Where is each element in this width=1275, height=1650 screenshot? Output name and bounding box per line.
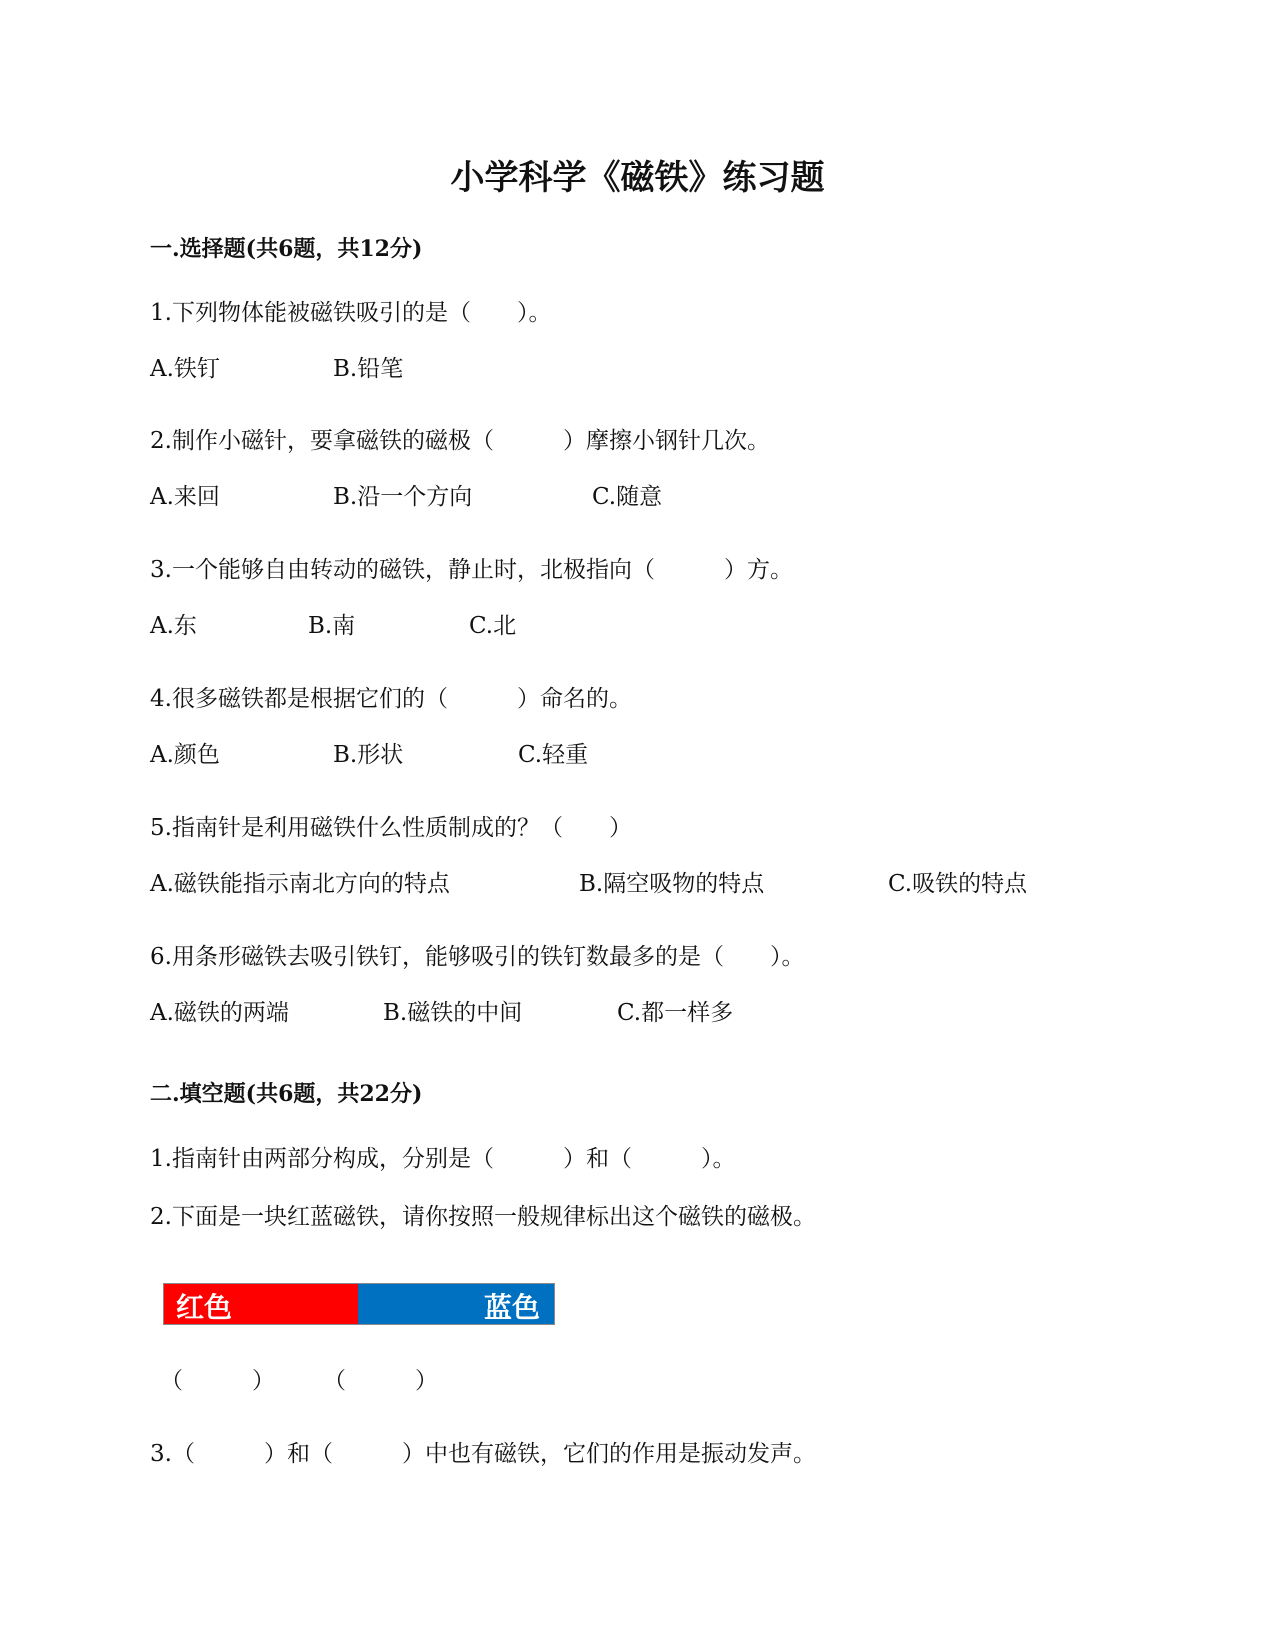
- fill-question-1: 1.指南针由两部分构成，分别是（ ）和（ ）。: [150, 1146, 736, 1172]
- option-1a: A.铁钉: [150, 356, 220, 382]
- fill-question-3: 3.（ ）和（ ）中也有磁铁，它们的作用是振动发声。: [150, 1441, 816, 1467]
- option-5c: C.吸铁的特点: [888, 871, 1028, 897]
- question-6: 6.用条形磁铁去吸引铁钉，能够吸引的铁钉数最多的是（ ）。: [150, 944, 805, 970]
- section-heading-fill: 二.填空题(共6题，共22分): [150, 1081, 423, 1107]
- option-5b: B.隔空吸物的特点: [579, 871, 765, 897]
- option-3b: B.南: [308, 613, 356, 639]
- option-1b: B.铅笔: [333, 356, 404, 382]
- magnet-blank-right: （ ）: [323, 1368, 438, 1394]
- question-2: 2.制作小磁针，要拿磁铁的磁极（ ）摩擦小钢针几次。: [150, 428, 770, 454]
- fill-question-2: 2.下面是一块红蓝磁铁，请你按照一般规律标出这个磁铁的磁极。: [150, 1204, 816, 1230]
- option-4b: B.形状: [333, 742, 404, 768]
- question-3: 3.一个能够自由转动的磁铁，静止时，北极指向（ ）方。: [150, 557, 793, 583]
- magnet-blue-half: [358, 1284, 554, 1324]
- option-2a: A.来回: [150, 484, 220, 510]
- question-1: 1.下列物体能被磁铁吸引的是（ ）。: [150, 300, 552, 326]
- option-6c: C.都一样多: [617, 1000, 734, 1026]
- magnet-blue-label: 蓝色: [483, 1291, 540, 1324]
- red-blue-magnet-image: [163, 1283, 555, 1325]
- option-2b: B.沿一个方向: [333, 484, 473, 510]
- magnet-red-label: 红色: [176, 1291, 233, 1324]
- option-6a: A.磁铁的两端: [150, 1000, 289, 1026]
- magnet-red-half: [164, 1284, 358, 1324]
- question-4: 4.很多磁铁都是根据它们的（ ）命名的。: [150, 686, 632, 712]
- option-5a: A.磁铁能指示南北方向的特点: [150, 871, 450, 897]
- option-4a: A.颜色: [150, 742, 220, 768]
- option-3c: C.北: [469, 613, 517, 639]
- question-5: 5.指南针是利用磁铁什么性质制成的？（ ）: [150, 815, 632, 841]
- option-6b: B.磁铁的中间: [383, 1000, 523, 1026]
- magnet-blank-left: （ ）: [160, 1368, 275, 1394]
- option-2c: C.随意: [592, 484, 663, 510]
- option-4c: C.轻重: [518, 742, 589, 768]
- page-title: 小学科学《磁铁》练习题: [450, 158, 825, 198]
- section-heading-choice: 一.选择题(共6题，共12分): [150, 236, 423, 262]
- option-3a: A.东: [150, 613, 197, 639]
